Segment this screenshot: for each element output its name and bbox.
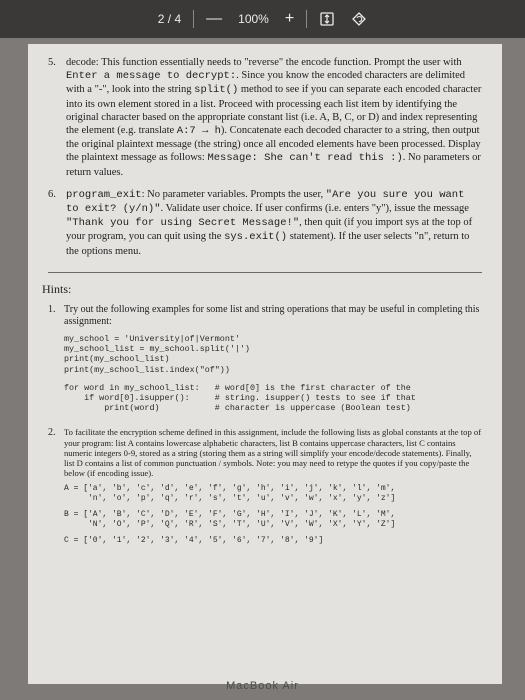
toolbar-divider <box>306 10 307 28</box>
hint-number: 2. <box>48 427 56 439</box>
code-snippet: Enter a message to decrypt: <box>66 70 237 83</box>
item-number: 6. <box>48 188 56 200</box>
list-c-code: C = ['0', '1', '2', '3', '4', '5', '6', '7', '8', '9'] <box>64 536 324 546</box>
section-divider <box>48 272 482 273</box>
code-snippet: "Are you sure you want to exit? (y/n)" <box>66 188 465 216</box>
item-decode: 5. decode: This function essentially needs to "reverse" the encode function. Prompt the user with Enter a message to decrypt:. Since you know the encoded characters are delimited with a "-", look into the string split() method to see if you can separate each encoded character into its own element stored in a list. Proceed with processing each list item by identifying the original character based on the appropriate constant list (i.e. A, B, C, or D) and index representing the element (e.g. translate A:7 → h). Concatenate each decoded character to a string, then output the original plaintext message (the string) once all encoded elements have been processed. Display the plaintext message as follows: Message: She can't read this :). No parameters or return values. <box>48 57 482 178</box>
hint-text: To facilitate the encryption scheme defined in this assignment, include the following lists as global constants at the top of your program: list A contains lowercase alphabetic characters, list B contains uppercase characters, list C contains numeric integers 0-9, stored as a string (storing them as a string will simplify your encode/decode statements). Finally, list D contains a list of common punctuation / symbols. Note: you may need to retype the quotes if you copy/paste the below (if encoding issue). <box>64 427 482 479</box>
code-block: for word in my_school_list: # word[0] is the first character of the if word[0].isupper(): # string. isupper() tests to see if that print(word) # character is uppercase (Boolean test) <box>64 382 416 414</box>
zoom-level: 100% <box>238 12 269 26</box>
pdf-toolbar <box>0 0 525 38</box>
hint-text: Try out the following examples for some list and string operations that may be useful in completing this assignment: <box>64 304 480 328</box>
device-watermark: MacBook Air <box>226 680 299 692</box>
zoom-in-button[interactable]: + <box>284 10 295 27</box>
hint-1 <box>48 304 482 421</box>
function-name: decode <box>66 57 96 68</box>
list-a-code: A = ['a', 'b', 'c', 'd', 'e', 'f', 'g', 'h', 'i', 'j', 'k', 'l', 'm', 'n', 'o', 'p', 'q', 'r', 's', 't', 'u', 'v', 'w', 'x', 'y', 'z'] <box>64 484 396 504</box>
item-program-exit: 6. program_exit: No parameter variables. Prompts the user, "Are you sure you want to exit? (y/n)". Validate user choice. If user confirms (i.e. enters "y"), issue the message "Thank you for using Secret Message!", then quit (if you import sys at the top of your program, you can quit using the sys.exit() statement). If the user selects "n", return to the options menu. <box>48 188 473 257</box>
hint-2 <box>48 427 482 552</box>
code-snippet: A:7 → h <box>176 125 221 138</box>
code-block: my_school = 'University|of|Vermont' my_school_list = my_school.split('|') print(my_school_list) print(my_school_list.index("of")) <box>64 334 250 375</box>
code-snippet: Message: She can't read this :) <box>207 152 403 165</box>
rotate-icon[interactable] <box>343 8 375 30</box>
page-indicator: 2 / 4 <box>157 12 182 26</box>
hints-heading: Hints: <box>42 281 72 296</box>
code-snippet: split() <box>194 84 239 97</box>
code-snippet: sys.exit() <box>224 231 288 244</box>
document-page <box>28 44 502 684</box>
hint-number: 1. <box>48 304 56 316</box>
zoom-out-button[interactable]: — <box>206 10 223 27</box>
item-number: 5. <box>48 57 56 68</box>
toolbar-divider <box>193 10 194 28</box>
function-name: program_exit <box>66 188 142 201</box>
code-snippet: "Thank you for using Secret Message!" <box>66 217 300 230</box>
fit-page-icon[interactable] <box>311 8 343 30</box>
list-b-code: B = ['A', 'B', 'C', 'D', 'E', 'F', 'G', 'H', 'I', 'J', 'K', 'L', 'M', 'N', 'O', 'P', 'Q', 'R', 'S', 'T', 'U', 'V', 'W', 'X', 'Y', 'Z'] <box>64 510 396 530</box>
